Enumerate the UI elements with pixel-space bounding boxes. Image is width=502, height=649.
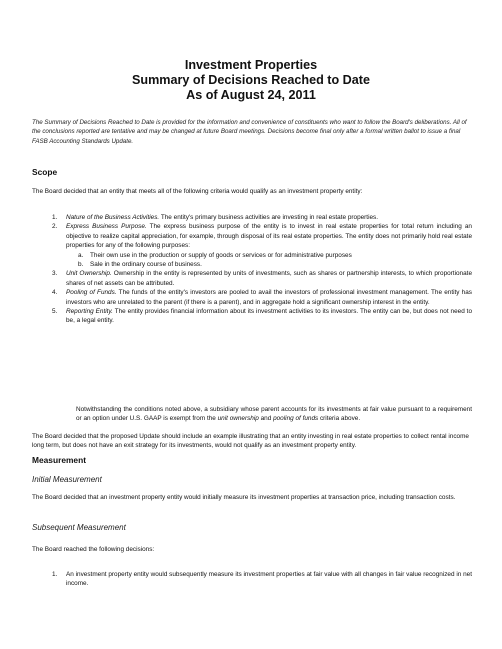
purpose-text: Sale in the ordinary course of business.: [90, 261, 202, 269]
list-letter: b.: [78, 261, 84, 269]
subsequent-measurement-heading: Subsequent Measurement: [32, 523, 126, 532]
list-number: 3.: [52, 270, 58, 278]
criterion-term: Express Business Purpose.: [66, 223, 147, 231]
list-number: 2.: [52, 223, 58, 231]
criterion-5: [52, 307, 472, 326]
list-number: 1.: [52, 571, 58, 578]
document-title: [0, 58, 502, 103]
title-line-1: Investment Properties: [184, 58, 318, 72]
unit-ownership-term: unit ownership: [217, 415, 259, 423]
criterion-term: Unit Ownership.: [66, 270, 112, 278]
subsequent-measurement-lead: The Board reached the following decisions:: [32, 546, 155, 553]
purposes-list: [66, 251, 472, 270]
criterion-4: [52, 288, 472, 307]
measurement-heading: Measurement: [32, 455, 86, 465]
criterion-text: Ownership in the entity is represented by units of investments, such as shares or partnership interests, to which proportionate shares of net assets can be attributed.: [66, 270, 472, 287]
criterion-1: [52, 213, 472, 222]
criteria-list: [52, 213, 472, 326]
purpose-a: [78, 251, 472, 260]
purpose-text: Their own use in the production or supply of goods or services or for administrative purposes: [90, 251, 352, 259]
subsequent-decisions-list: [52, 570, 472, 589]
initial-measurement-heading: Initial Measurement: [32, 475, 102, 484]
criterion-text: The entity's primary business activities are investing in real estate properties.: [159, 214, 379, 221]
example-paragraph: The Board decided that the proposed Update should include an example illustrating that an entity investing in real estate properties to collect rental income long term, but does not have an exit strategy for its investments, would not qualify as an investment property entity.: [32, 433, 469, 450]
scope-heading: Scope: [32, 167, 58, 177]
criterion-text: The entity provides financial information about its investment activities to its investors. The entity can be, but does not need to be, a legal entity.: [66, 308, 472, 325]
criterion-text: The express business purpose of the entity is to invest in real estate properties for total return including an objective to realize capital appreciation, for example, through disposal of its real estate properties. The entity does not primarily hold real estate properties for any of the following purposes:: [66, 223, 472, 250]
list-number: 5.: [52, 308, 58, 316]
purpose-b: [78, 260, 472, 269]
criterion-term: Pooling of Funds.: [66, 289, 117, 297]
title-line-2: Summary of Decisions Reached to Date: [132, 73, 370, 87]
criterion-2: [52, 222, 472, 269]
notwithstanding-text: Notwithstanding the conditions noted above, a subsidiary whose parent accounts for its investments at fair value pursuant to a requirement or an option under U.S. GAAP is exempt from the: [76, 406, 472, 423]
pooling-of-funds-term: pooling of funds: [273, 415, 319, 423]
and-text: and: [260, 415, 272, 423]
decision-1: [52, 570, 472, 589]
list-number: 1.: [52, 214, 58, 221]
criteria-above-text: criteria above.: [319, 415, 361, 423]
criterion-text: The funds of the entity's investors are pooled to avail the investors of professional investment management. The entity has investors who are unrelated to the parent (if there is a parent), and in aggregate hold a significant ownership interest in the entity.: [66, 289, 472, 306]
criterion-term: Nature of the Business Activities.: [66, 214, 160, 221]
list-number: 4.: [52, 289, 58, 297]
initial-measurement-text: The Board decided that an investment property entity would initially measure its investment properties at transaction price, including transaction costs.: [32, 494, 456, 501]
criterion-3: [52, 269, 472, 288]
criterion-term: Reporting Entity.: [66, 308, 113, 316]
intro-paragraph: The Summary of Decisions Reached to Date is provided for the information and convenience of constituents who want to follow the Board's deliberations. All of the conclusions reported are tentative and may be changed at future Board meetings. Decisions become final only after a formal written ballot to issue a final FASB Accounting Standards Update.: [32, 119, 467, 145]
notwithstanding-paragraph: [76, 405, 472, 424]
scope-lead: The Board decided that an entity that meets all of the following criteria would qualify as an investment property entity:: [32, 188, 363, 195]
title-line-3: As of August 24, 2011: [186, 88, 316, 102]
list-letter: a.: [78, 251, 84, 259]
decision-text: An investment property entity would subsequently measure its investment properties at fair value with all changes in fair value recognized in net income.: [66, 571, 472, 588]
